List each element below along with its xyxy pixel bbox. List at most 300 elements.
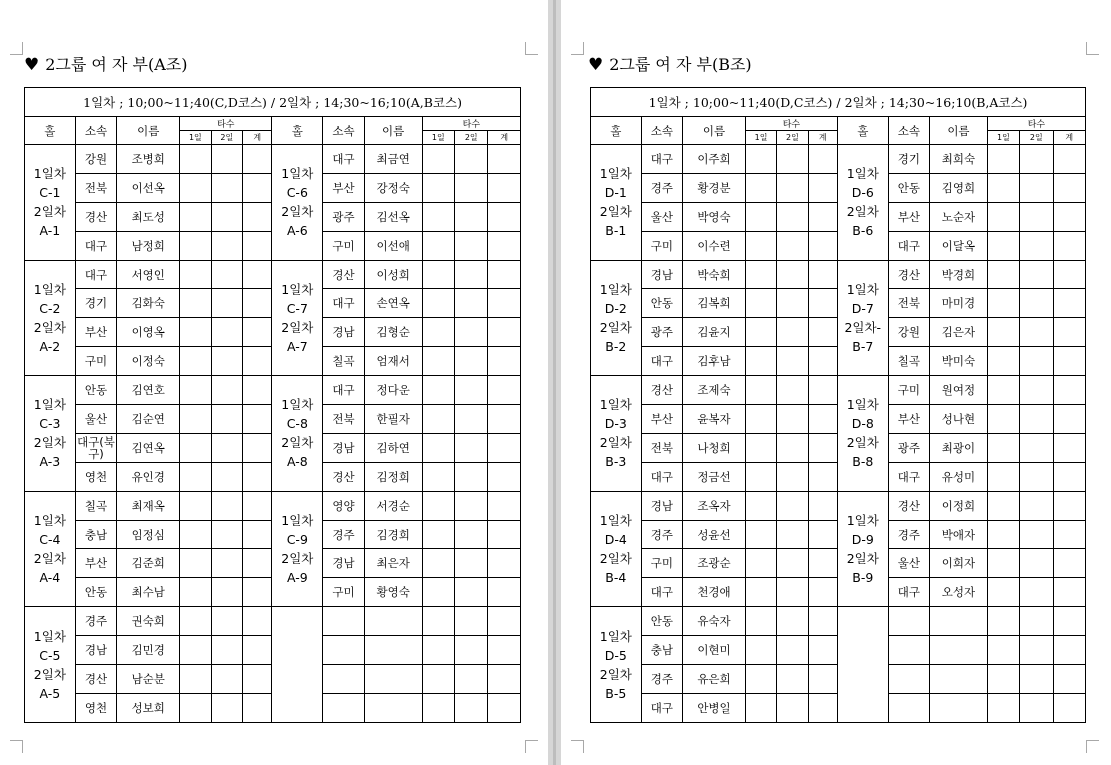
score-day2-cell[interactable] — [211, 347, 242, 376]
score-day1-cell[interactable] — [180, 433, 211, 462]
score-total-cell[interactable] — [808, 231, 837, 260]
score-total-cell[interactable] — [1053, 607, 1086, 636]
score-total-cell[interactable] — [1053, 636, 1086, 665]
score-day1-cell[interactable] — [745, 607, 776, 636]
player-region: 영양 — [323, 491, 365, 520]
score-total-cell[interactable] — [1053, 318, 1086, 347]
score-day1-cell[interactable] — [987, 491, 1019, 520]
player-region: 안동 — [75, 376, 117, 405]
score-day2-cell[interactable] — [211, 665, 242, 694]
score-day2-cell[interactable] — [777, 173, 808, 202]
tee-group-line: A-8 — [286, 454, 308, 470]
tee-group-label — [837, 491, 888, 607]
score-total-cell[interactable] — [243, 549, 272, 578]
player-region — [888, 636, 930, 665]
score-total-cell[interactable] — [808, 145, 837, 174]
score-day2-cell[interactable] — [455, 231, 488, 260]
score-day1-cell[interactable] — [180, 376, 211, 405]
score-total-cell[interactable] — [808, 693, 837, 722]
score-day1-cell[interactable] — [180, 520, 211, 549]
player-region: 구미 — [641, 231, 683, 260]
score-day1-cell[interactable] — [422, 693, 454, 722]
score-total-cell[interactable] — [488, 578, 521, 607]
score-total-cell[interactable] — [808, 289, 837, 318]
score-total-cell[interactable] — [243, 145, 272, 174]
tee-group-label — [25, 491, 76, 607]
score-total-cell[interactable] — [1053, 491, 1086, 520]
player-name: 성윤선 — [683, 520, 746, 549]
player-region — [323, 607, 365, 636]
score-day1-cell[interactable] — [422, 549, 454, 578]
score-day1-cell[interactable] — [745, 433, 776, 462]
player-name: 천경애 — [683, 578, 746, 607]
score-day2-cell[interactable] — [455, 433, 488, 462]
player-region: 경남 — [641, 491, 683, 520]
score-day2-cell[interactable] — [211, 376, 242, 405]
score-day1-cell[interactable] — [745, 636, 776, 665]
score-day2-cell[interactable] — [455, 376, 488, 405]
score-day2-cell[interactable] — [211, 520, 242, 549]
score-day1-cell[interactable] — [745, 665, 776, 694]
score-day1-cell[interactable] — [987, 347, 1019, 376]
player-region: 부산 — [75, 318, 117, 347]
score-total-cell[interactable] — [488, 202, 521, 231]
tee-group-line: C-7 — [286, 300, 308, 316]
score-day2-cell[interactable] — [211, 578, 242, 607]
player-name: 유은희 — [683, 665, 746, 694]
tee-group-label — [25, 145, 76, 261]
score-day1-cell[interactable] — [180, 145, 211, 174]
score-day2-cell[interactable] — [777, 491, 808, 520]
score-total-cell[interactable] — [488, 462, 521, 491]
section-title — [24, 53, 187, 77]
score-day1-cell[interactable] — [745, 347, 776, 376]
player-name: 윤복자 — [683, 405, 746, 434]
player-name: 최재옥 — [117, 491, 180, 520]
score-day1-cell[interactable] — [180, 202, 211, 231]
score-day2-cell[interactable] — [777, 520, 808, 549]
player-name: 이수련 — [683, 231, 746, 260]
score-day2-cell[interactable] — [455, 145, 488, 174]
table-row — [25, 260, 521, 289]
score-day2-cell[interactable] — [777, 433, 808, 462]
header-region: 소속 — [75, 117, 117, 145]
score-day1-cell[interactable] — [745, 578, 776, 607]
header-day1: 1일 — [987, 131, 1019, 145]
score-total-cell[interactable] — [488, 520, 521, 549]
score-day2-cell[interactable] — [777, 347, 808, 376]
score-day1-cell[interactable] — [987, 145, 1019, 174]
score-total-cell[interactable] — [808, 405, 837, 434]
header-total: 계 — [1053, 131, 1086, 145]
score-day2-cell[interactable] — [1020, 173, 1053, 202]
score-total-cell[interactable] — [488, 665, 521, 694]
score-total-cell[interactable] — [1053, 202, 1086, 231]
score-day1-cell[interactable] — [422, 289, 454, 318]
score-total-cell[interactable] — [808, 520, 837, 549]
score-total-cell[interactable] — [808, 578, 837, 607]
score-day1-cell[interactable] — [987, 607, 1019, 636]
score-total-cell[interactable] — [808, 636, 837, 665]
score-total-cell[interactable] — [808, 491, 837, 520]
score-day1-cell[interactable] — [422, 636, 454, 665]
score-day2-cell[interactable] — [455, 549, 488, 578]
score-day1-cell[interactable] — [987, 289, 1019, 318]
score-total-cell[interactable] — [808, 202, 837, 231]
score-total-cell[interactable] — [1053, 376, 1086, 405]
tee-group-label — [272, 376, 323, 492]
heart-icon: ♥ — [588, 55, 604, 75]
score-total-cell[interactable] — [243, 520, 272, 549]
score-total-cell[interactable] — [243, 491, 272, 520]
score-day1-cell[interactable] — [987, 202, 1019, 231]
score-total-cell[interactable] — [1053, 693, 1086, 722]
score-day2-cell[interactable] — [1020, 405, 1053, 434]
player-name: 안병일 — [683, 693, 746, 722]
score-day1-cell[interactable] — [422, 347, 454, 376]
score-total-cell[interactable] — [243, 347, 272, 376]
score-day2-cell[interactable] — [211, 491, 242, 520]
score-total-cell[interactable] — [243, 693, 272, 722]
score-total-cell[interactable] — [1053, 462, 1086, 491]
score-day1-cell[interactable] — [745, 376, 776, 405]
score-day1-cell[interactable] — [180, 260, 211, 289]
score-total-cell[interactable] — [243, 202, 272, 231]
tee-group-line: 1일차 — [846, 166, 879, 182]
score-day2-cell[interactable] — [777, 636, 808, 665]
score-total-cell[interactable] — [808, 607, 837, 636]
score-total-cell[interactable] — [243, 405, 272, 434]
score-total-cell[interactable] — [1053, 665, 1086, 694]
score-day2-cell[interactable] — [455, 462, 488, 491]
score-total-cell[interactable] — [1053, 260, 1086, 289]
player-name: 이정숙 — [117, 347, 180, 376]
player-name: 유숙자 — [683, 607, 746, 636]
score-day2-cell[interactable] — [455, 491, 488, 520]
score-day2-cell[interactable] — [777, 549, 808, 578]
score-day1-cell[interactable] — [987, 636, 1019, 665]
score-day2-cell[interactable] — [211, 462, 242, 491]
score-day2-cell[interactable] — [1020, 693, 1053, 722]
score-day2-cell[interactable] — [1020, 202, 1053, 231]
score-total-cell[interactable] — [488, 636, 521, 665]
tee-group-line: 2일차 — [281, 319, 314, 335]
score-day2-cell[interactable] — [1020, 318, 1053, 347]
score-day1-cell[interactable] — [180, 693, 211, 722]
tee-group-line: B-7 — [852, 338, 874, 354]
player-name: 유성미 — [930, 462, 988, 491]
score-total-cell[interactable] — [243, 376, 272, 405]
score-day1-cell[interactable] — [180, 289, 211, 318]
score-total-cell[interactable] — [808, 347, 837, 376]
score-day2-cell[interactable] — [1020, 607, 1053, 636]
score-day2-cell[interactable] — [211, 433, 242, 462]
player-region: 칠곡 — [75, 491, 117, 520]
score-day2-cell[interactable] — [211, 289, 242, 318]
score-day1-cell[interactable] — [180, 231, 211, 260]
tee-group-line: 1일차 — [33, 281, 66, 297]
score-day1-cell[interactable] — [180, 318, 211, 347]
header-day2: 2일 — [777, 131, 808, 145]
score-day2-cell[interactable] — [1020, 145, 1053, 174]
score-total-cell[interactable] — [488, 376, 521, 405]
score-total-cell[interactable] — [1053, 433, 1086, 462]
score-day1-cell[interactable] — [422, 665, 454, 694]
score-total-cell[interactable] — [808, 665, 837, 694]
player-region — [888, 665, 930, 694]
score-day1-cell[interactable] — [422, 433, 454, 462]
score-day2-cell[interactable] — [777, 145, 808, 174]
score-day1-cell[interactable] — [987, 549, 1019, 578]
score-day2-cell[interactable] — [1020, 231, 1053, 260]
tee-group-line: 2일차 — [33, 550, 66, 566]
score-day1-cell[interactable] — [422, 462, 454, 491]
score-day1-cell[interactable] — [987, 405, 1019, 434]
score-day2-cell[interactable] — [455, 289, 488, 318]
score-day1-cell[interactable] — [422, 491, 454, 520]
player-region: 울산 — [888, 549, 930, 578]
score-total-cell[interactable] — [488, 491, 521, 520]
score-day1-cell[interactable] — [745, 260, 776, 289]
score-day2-cell[interactable] — [211, 636, 242, 665]
score-day2-cell[interactable] — [211, 549, 242, 578]
score-day2-cell[interactable] — [1020, 462, 1053, 491]
score-day1-cell[interactable] — [745, 231, 776, 260]
score-total-cell[interactable] — [1053, 231, 1086, 260]
score-day1-cell[interactable] — [987, 260, 1019, 289]
score-day1-cell[interactable] — [180, 607, 211, 636]
crop-mark — [525, 42, 538, 55]
score-total-cell[interactable] — [488, 231, 521, 260]
score-day2-cell[interactable] — [455, 202, 488, 231]
header-day2: 2일 — [455, 131, 488, 145]
score-total-cell[interactable] — [808, 260, 837, 289]
score-day2-cell[interactable] — [1020, 376, 1053, 405]
score-day2-cell[interactable] — [455, 578, 488, 607]
score-total-cell[interactable] — [1053, 289, 1086, 318]
score-total-cell[interactable] — [243, 578, 272, 607]
score-total-cell[interactable] — [1053, 520, 1086, 549]
score-day1-cell[interactable] — [745, 202, 776, 231]
score-day2-cell[interactable] — [1020, 491, 1053, 520]
score-total-cell[interactable] — [808, 318, 837, 347]
player-region: 부산 — [888, 202, 930, 231]
header-name: 이름 — [117, 117, 180, 145]
score-day2-cell[interactable] — [1020, 665, 1053, 694]
table-row — [25, 376, 521, 405]
header-day1: 1일 — [180, 131, 211, 145]
score-day1-cell[interactable] — [987, 173, 1019, 202]
score-day1-cell[interactable] — [180, 578, 211, 607]
score-day1-cell[interactable] — [180, 549, 211, 578]
score-day2-cell[interactable] — [455, 347, 488, 376]
score-day2-cell[interactable] — [455, 693, 488, 722]
player-name: 김은자 — [930, 318, 988, 347]
score-day2-cell[interactable] — [455, 636, 488, 665]
score-total-cell[interactable] — [243, 462, 272, 491]
player-region: 울산 — [641, 202, 683, 231]
score-day1-cell[interactable] — [987, 693, 1019, 722]
score-day2-cell[interactable] — [211, 260, 242, 289]
score-day2-cell[interactable] — [455, 318, 488, 347]
score-day1-cell[interactable] — [422, 607, 454, 636]
score-total-cell[interactable] — [243, 636, 272, 665]
score-day1-cell[interactable] — [987, 231, 1019, 260]
score-total-cell[interactable] — [488, 433, 521, 462]
player-region: 대구 — [888, 231, 930, 260]
score-day2-cell[interactable] — [1020, 549, 1053, 578]
score-total-cell[interactable] — [488, 318, 521, 347]
score-day1-cell[interactable] — [422, 145, 454, 174]
score-day2-cell[interactable] — [211, 693, 242, 722]
score-day2-cell[interactable] — [1020, 289, 1053, 318]
score-day2-cell[interactable] — [455, 520, 488, 549]
score-day1-cell[interactable] — [422, 405, 454, 434]
score-day2-cell[interactable] — [211, 405, 242, 434]
score-day2-cell[interactable] — [777, 665, 808, 694]
score-total-cell[interactable] — [488, 607, 521, 636]
score-total-cell[interactable] — [808, 173, 837, 202]
score-day1-cell[interactable] — [987, 433, 1019, 462]
score-total-cell[interactable] — [1053, 405, 1086, 434]
score-day2-cell[interactable] — [211, 318, 242, 347]
score-day2-cell[interactable] — [1020, 578, 1053, 607]
score-total-cell[interactable] — [488, 405, 521, 434]
score-day1-cell[interactable] — [745, 549, 776, 578]
score-day1-cell[interactable] — [422, 173, 454, 202]
score-day2-cell[interactable] — [455, 607, 488, 636]
score-day1-cell[interactable] — [180, 491, 211, 520]
score-day2-cell[interactable] — [211, 173, 242, 202]
score-total-cell[interactable] — [243, 318, 272, 347]
score-day1-cell[interactable] — [180, 665, 211, 694]
score-day2-cell[interactable] — [1020, 347, 1053, 376]
score-day1-cell[interactable] — [987, 318, 1019, 347]
score-day2-cell[interactable] — [777, 260, 808, 289]
score-day2-cell[interactable] — [777, 318, 808, 347]
score-total-cell[interactable] — [488, 347, 521, 376]
score-day2-cell[interactable] — [777, 405, 808, 434]
score-total-cell[interactable] — [243, 260, 272, 289]
score-day2-cell[interactable] — [1020, 520, 1053, 549]
score-total-cell[interactable] — [808, 433, 837, 462]
score-day1-cell[interactable] — [987, 376, 1019, 405]
score-total-cell[interactable] — [488, 289, 521, 318]
score-day2-cell[interactable] — [455, 405, 488, 434]
score-day1-cell[interactable] — [745, 289, 776, 318]
score-day1-cell[interactable] — [987, 520, 1019, 549]
score-total-cell[interactable] — [1053, 347, 1086, 376]
score-day1-cell[interactable] — [422, 260, 454, 289]
score-day2-cell[interactable] — [777, 578, 808, 607]
score-day1-cell[interactable] — [422, 578, 454, 607]
score-total-cell[interactable] — [243, 173, 272, 202]
score-total-cell[interactable] — [243, 433, 272, 462]
score-day2-cell[interactable] — [211, 231, 242, 260]
score-day1-cell[interactable] — [745, 405, 776, 434]
player-name: 유인경 — [117, 462, 180, 491]
score-day2-cell[interactable] — [1020, 433, 1053, 462]
score-day1-cell[interactable] — [180, 462, 211, 491]
score-day2-cell[interactable] — [777, 693, 808, 722]
score-day2-cell[interactable] — [455, 173, 488, 202]
tee-group-line: D-6 — [851, 185, 874, 201]
score-day1-cell[interactable] — [422, 318, 454, 347]
score-day1-cell[interactable] — [745, 491, 776, 520]
score-total-cell[interactable] — [1053, 173, 1086, 202]
score-day2-cell[interactable] — [777, 376, 808, 405]
score-day2-cell[interactable] — [777, 607, 808, 636]
score-day2-cell[interactable] — [777, 202, 808, 231]
score-day1-cell[interactable] — [180, 405, 211, 434]
score-total-cell[interactable] — [488, 173, 521, 202]
score-day1-cell[interactable] — [745, 318, 776, 347]
score-day2-cell[interactable] — [211, 607, 242, 636]
score-day1-cell[interactable] — [422, 376, 454, 405]
score-day1-cell[interactable] — [987, 578, 1019, 607]
score-total-cell[interactable] — [243, 289, 272, 318]
score-total-cell[interactable] — [808, 376, 837, 405]
score-total-cell[interactable] — [808, 462, 837, 491]
score-day1-cell[interactable] — [745, 462, 776, 491]
player-region: 강원 — [75, 145, 117, 174]
player-name: 김경희 — [364, 520, 422, 549]
score-total-cell[interactable] — [488, 260, 521, 289]
score-day1-cell[interactable] — [987, 462, 1019, 491]
score-day1-cell[interactable] — [745, 145, 776, 174]
score-total-cell[interactable] — [243, 665, 272, 694]
score-day1-cell[interactable] — [745, 693, 776, 722]
score-total-cell[interactable] — [488, 145, 521, 174]
score-day1-cell[interactable] — [180, 636, 211, 665]
player-name — [930, 693, 988, 722]
player-name: 엄재서 — [364, 347, 422, 376]
score-day2-cell[interactable] — [211, 202, 242, 231]
score-total-cell[interactable] — [243, 231, 272, 260]
score-day1-cell[interactable] — [745, 173, 776, 202]
score-total-cell[interactable] — [488, 549, 521, 578]
score-day2-cell[interactable] — [211, 145, 242, 174]
score-day1-cell[interactable] — [422, 520, 454, 549]
score-day1-cell[interactable] — [987, 665, 1019, 694]
tee-group-line: 2일차 — [599, 204, 632, 220]
score-day2-cell[interactable] — [455, 665, 488, 694]
tee-group-line: 2일차 — [281, 550, 314, 566]
score-total-cell[interactable] — [488, 693, 521, 722]
score-total-cell[interactable] — [1053, 549, 1086, 578]
tee-group-label — [591, 376, 642, 492]
score-day1-cell[interactable] — [422, 231, 454, 260]
player-name: 이주희 — [683, 145, 746, 174]
score-total-cell[interactable] — [243, 607, 272, 636]
score-day2-cell[interactable] — [455, 260, 488, 289]
score-day2-cell[interactable] — [777, 462, 808, 491]
score-total-cell[interactable] — [1053, 145, 1086, 174]
score-day2-cell[interactable] — [777, 289, 808, 318]
score-day2-cell[interactable] — [1020, 260, 1053, 289]
score-day1-cell[interactable] — [180, 173, 211, 202]
player-name: 서경순 — [364, 491, 422, 520]
score-day2-cell[interactable] — [1020, 636, 1053, 665]
score-day2-cell[interactable] — [777, 231, 808, 260]
player-region: 경산 — [641, 376, 683, 405]
score-day1-cell[interactable] — [180, 347, 211, 376]
score-total-cell[interactable] — [1053, 578, 1086, 607]
score-day1-cell[interactable] — [745, 520, 776, 549]
score-day1-cell[interactable] — [422, 202, 454, 231]
player-region: 대구 — [641, 578, 683, 607]
score-total-cell[interactable] — [808, 549, 837, 578]
